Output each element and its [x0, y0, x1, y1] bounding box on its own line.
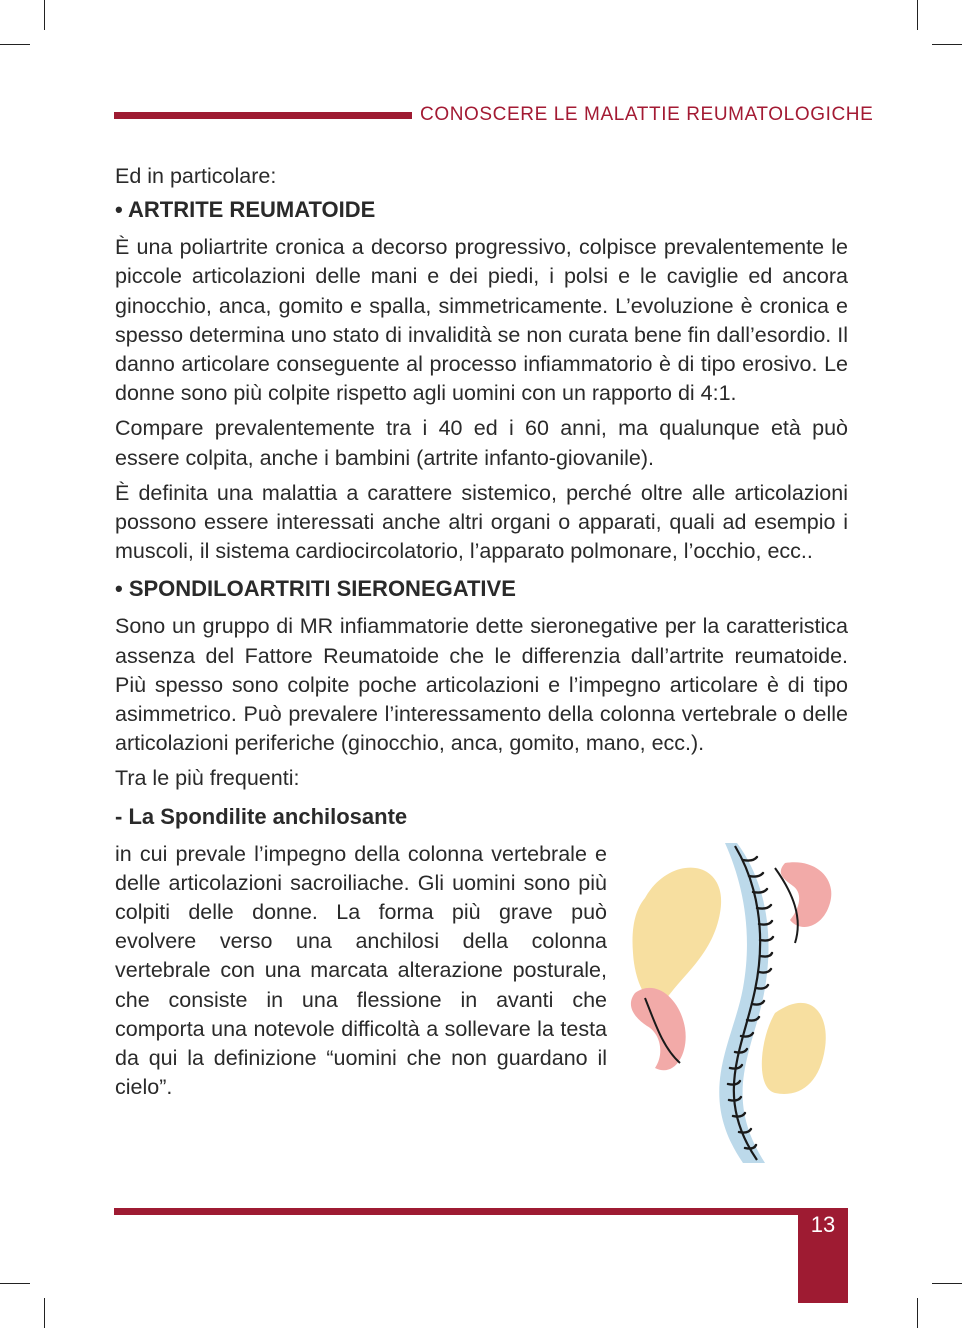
crop-mark: [932, 1283, 962, 1284]
crop-mark: [0, 44, 30, 45]
running-header-title: CONOSCERE LE MALATTIE REUMATOLOGICHE: [420, 104, 874, 125]
pelvis-left-shape: [633, 868, 722, 1004]
footer-rule: [114, 1208, 848, 1215]
crop-mark: [917, 0, 918, 30]
spine-illustration: [625, 838, 840, 1168]
crop-mark: [44, 0, 45, 30]
crop-mark: [932, 44, 962, 45]
crop-mark: [0, 1283, 30, 1284]
pelvis-right-shape: [762, 1003, 826, 1094]
crop-mark: [917, 1298, 918, 1328]
intro-text: Ed in particolare:: [115, 164, 277, 188]
paragraph: Tra le più frequenti:: [115, 766, 300, 791]
page-number: 13: [810, 1212, 836, 1237]
crop-mark: [44, 1298, 45, 1328]
paragraph: È definita una malattia a carattere sistemico, perché oltre alle articolazioni possono essere interessati anche altri organi o apparati, quali ad esempio i muscoli, il sistema cardiocircolatorio, l’apparato polmonare, l’occhio, ecc..: [115, 480, 848, 564]
paragraph: Compare prevalentemente tra i 40 ed i 60 anni, ma qualunque età può essere colpita, anche i bambini (artrite infanto-giovanile).: [115, 416, 848, 470]
section-heading: • SPONDILOARTRITI SIERONEGATIVE: [115, 576, 516, 602]
header-rule: [114, 112, 412, 119]
paragraph: Sono un gruppo di MR infiammatorie dette sieronegative per la caratteristica assenza del Fattore Reumatoide che le differenzia dall’artrite reumatoide. Più spesso sono colpite poche articolazioni e l’impegno articolare è di tipo asimmetrico. Può prevalere l’interessamento della colonna vertebrale o delle articolazioni periferiche (ginocchio, anca, gomito, mano, ecc.).: [115, 614, 848, 756]
muscle-right-shape: [781, 862, 832, 927]
section-heading: • ARTRITE REUMATOIDE: [115, 197, 376, 223]
paragraph: in cui prevale l’impegno della colonna vertebrale e delle articolazioni sacroiliache. Gli uomini sono più colpiti delle donne. La forma più grave può evolvere verso una anchilosi della colonna vertebrale con una marcata alterazione posturale, che consiste in una flessione in avanti che comporta una notevole difficoltà a sollevare la testa da qui la definizione “uomini che non guardano il cielo”.: [115, 841, 607, 1100]
subsection-heading: - La Spondilite anchilosante: [115, 803, 408, 829]
paragraph: È una poliartrite cronica a decorso progressivo, colpisce prevalentemente le piccole articolazioni delle mani e dei piedi, i polsi e le caviglie ed ancora ginocchio, anca, gomito e spalla, simmetricamente. L’evoluzione è cronica e spesso determina uno stato di invalidità se non curata bene fin dall’esordio. Il danno articolare conseguente al processo infiammatorio è di tipo erosivo. Le donne sono più colpite rispetto agli uomini con un rapporto di 4:1.: [115, 235, 848, 406]
